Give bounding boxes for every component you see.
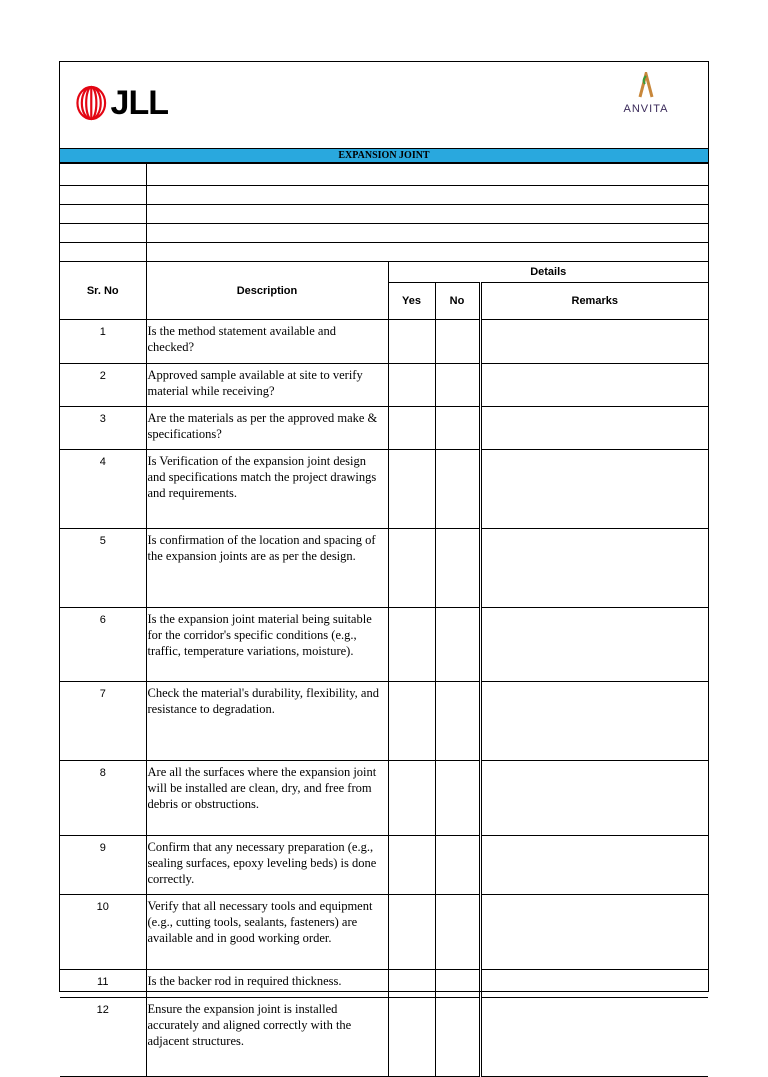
remarks-cell[interactable] (480, 761, 708, 836)
table-row (60, 407, 708, 450)
blank-cell[interactable] (60, 205, 146, 224)
row-number: 11 (60, 970, 146, 998)
table-row (60, 529, 708, 608)
blank-cell[interactable] (60, 164, 146, 186)
yes-cell[interactable] (388, 450, 435, 529)
row-description: Is confirmation of the location and spacing of the expansion joints are as per the design. (146, 529, 388, 608)
no-cell[interactable] (435, 407, 480, 450)
yes-cell[interactable] (388, 970, 435, 998)
row-number: 7 (60, 682, 146, 761)
row-number: 6 (60, 608, 146, 682)
yes-cell[interactable] (388, 998, 435, 1077)
no-cell[interactable] (435, 682, 480, 761)
remarks-cell[interactable] (480, 364, 708, 407)
no-cell[interactable] (435, 450, 480, 529)
no-cell[interactable] (435, 998, 480, 1077)
row-number: 8 (60, 761, 146, 836)
no-header: No (435, 283, 480, 320)
row-number: 10 (60, 895, 146, 970)
no-cell[interactable] (435, 364, 480, 407)
remarks-cell[interactable] (480, 450, 708, 529)
yes-cell[interactable] (388, 407, 435, 450)
yes-cell[interactable] (388, 761, 435, 836)
row-number: 1 (60, 320, 146, 364)
remarks-cell[interactable] (480, 682, 708, 761)
description-header: Description (146, 262, 388, 320)
row-description: Is the method statement available and checked? (146, 320, 388, 364)
table-row (60, 320, 708, 364)
row-number: 2 (60, 364, 146, 407)
remarks-cell[interactable] (480, 895, 708, 970)
no-cell[interactable] (435, 761, 480, 836)
row-description: Approved sample available at site to verify material while receiving? (146, 364, 388, 407)
no-cell[interactable] (435, 895, 480, 970)
row-description: Are all the surfaces where the expansion joint will be installed are clean, dry, and free from debris or obstructions. (146, 761, 388, 836)
no-cell[interactable] (435, 320, 480, 364)
row-description: Confirm that any necessary preparation (e.g., sealing surfaces, epoxy leveling beds) is done correctly. (146, 836, 388, 895)
details-header: Details (388, 262, 708, 283)
row-number: 5 (60, 529, 146, 608)
row-number: 9 (60, 836, 146, 895)
remarks-cell[interactable] (480, 407, 708, 450)
no-cell[interactable] (435, 970, 480, 998)
blank-cell[interactable] (146, 164, 708, 186)
jll-logo-text: JLL (110, 83, 168, 122)
no-cell[interactable] (435, 608, 480, 682)
table-row (60, 761, 708, 836)
table-row (60, 970, 708, 998)
yes-cell[interactable] (388, 529, 435, 608)
no-cell[interactable] (435, 529, 480, 608)
yes-cell[interactable] (388, 836, 435, 895)
checklist-page (59, 61, 709, 1048)
yes-cell[interactable] (388, 682, 435, 761)
anvita-logo (616, 72, 676, 117)
sr-no-header: Sr. No (60, 262, 146, 320)
row-number: 4 (60, 450, 146, 529)
table-row (60, 364, 708, 407)
row-description: Ensure the expansion joint is installed accurately and aligned correctly with the adjacent structures. (146, 998, 388, 1077)
blank-cell[interactable] (146, 224, 708, 243)
remarks-cell[interactable] (480, 998, 708, 1077)
table-row (60, 682, 708, 761)
row-description: Is the backer rod in required thickness. (146, 970, 388, 998)
remarks-cell[interactable] (480, 836, 708, 895)
yes-cell[interactable] (388, 608, 435, 682)
yes-header: Yes (388, 283, 435, 320)
jll-logo-mark-icon (76, 79, 107, 127)
yes-cell[interactable] (388, 320, 435, 364)
remarks-cell[interactable] (480, 608, 708, 682)
row-number: 12 (60, 998, 146, 1077)
remarks-cell[interactable] (480, 970, 708, 998)
remarks-header: Remarks (480, 283, 708, 320)
jll-logo (76, 78, 168, 128)
checklist-table (60, 163, 708, 1077)
anvita-logo-text: ANVITA (623, 103, 669, 115)
table-row (60, 998, 708, 1077)
table-row (60, 450, 708, 529)
table-row (60, 608, 708, 682)
remarks-cell[interactable] (480, 320, 708, 364)
blank-cell[interactable] (146, 243, 708, 262)
blank-cell[interactable] (146, 186, 708, 205)
blank-cell[interactable] (60, 224, 146, 243)
row-description: Check the material's durability, flexibility, and resistance to degradation. (146, 682, 388, 761)
anvita-a-mark-icon (636, 72, 656, 98)
blank-cell[interactable] (60, 186, 146, 205)
row-description: Is Verification of the expansion joint design and specifications match the project drawings and requirements. (146, 450, 388, 529)
page-header (60, 62, 708, 148)
row-number: 3 (60, 407, 146, 450)
no-cell[interactable] (435, 836, 480, 895)
blank-cell[interactable] (146, 205, 708, 224)
blank-cell[interactable] (60, 243, 146, 262)
row-description: Is the expansion joint material being suitable for the corridor's specific conditions (e.g., traffic, temperature variations, moisture). (146, 608, 388, 682)
yes-cell[interactable] (388, 364, 435, 407)
table-row (60, 895, 708, 970)
row-description: Verify that all necessary tools and equipment (e.g., cutting tools, sealants, fasteners) are available and in good working order. (146, 895, 388, 970)
remarks-cell[interactable] (480, 529, 708, 608)
section-title: EXPANSION JOINT (60, 148, 708, 163)
row-description: Are the materials as per the approved make & specifications? (146, 407, 388, 450)
yes-cell[interactable] (388, 895, 435, 970)
table-row (60, 836, 708, 895)
